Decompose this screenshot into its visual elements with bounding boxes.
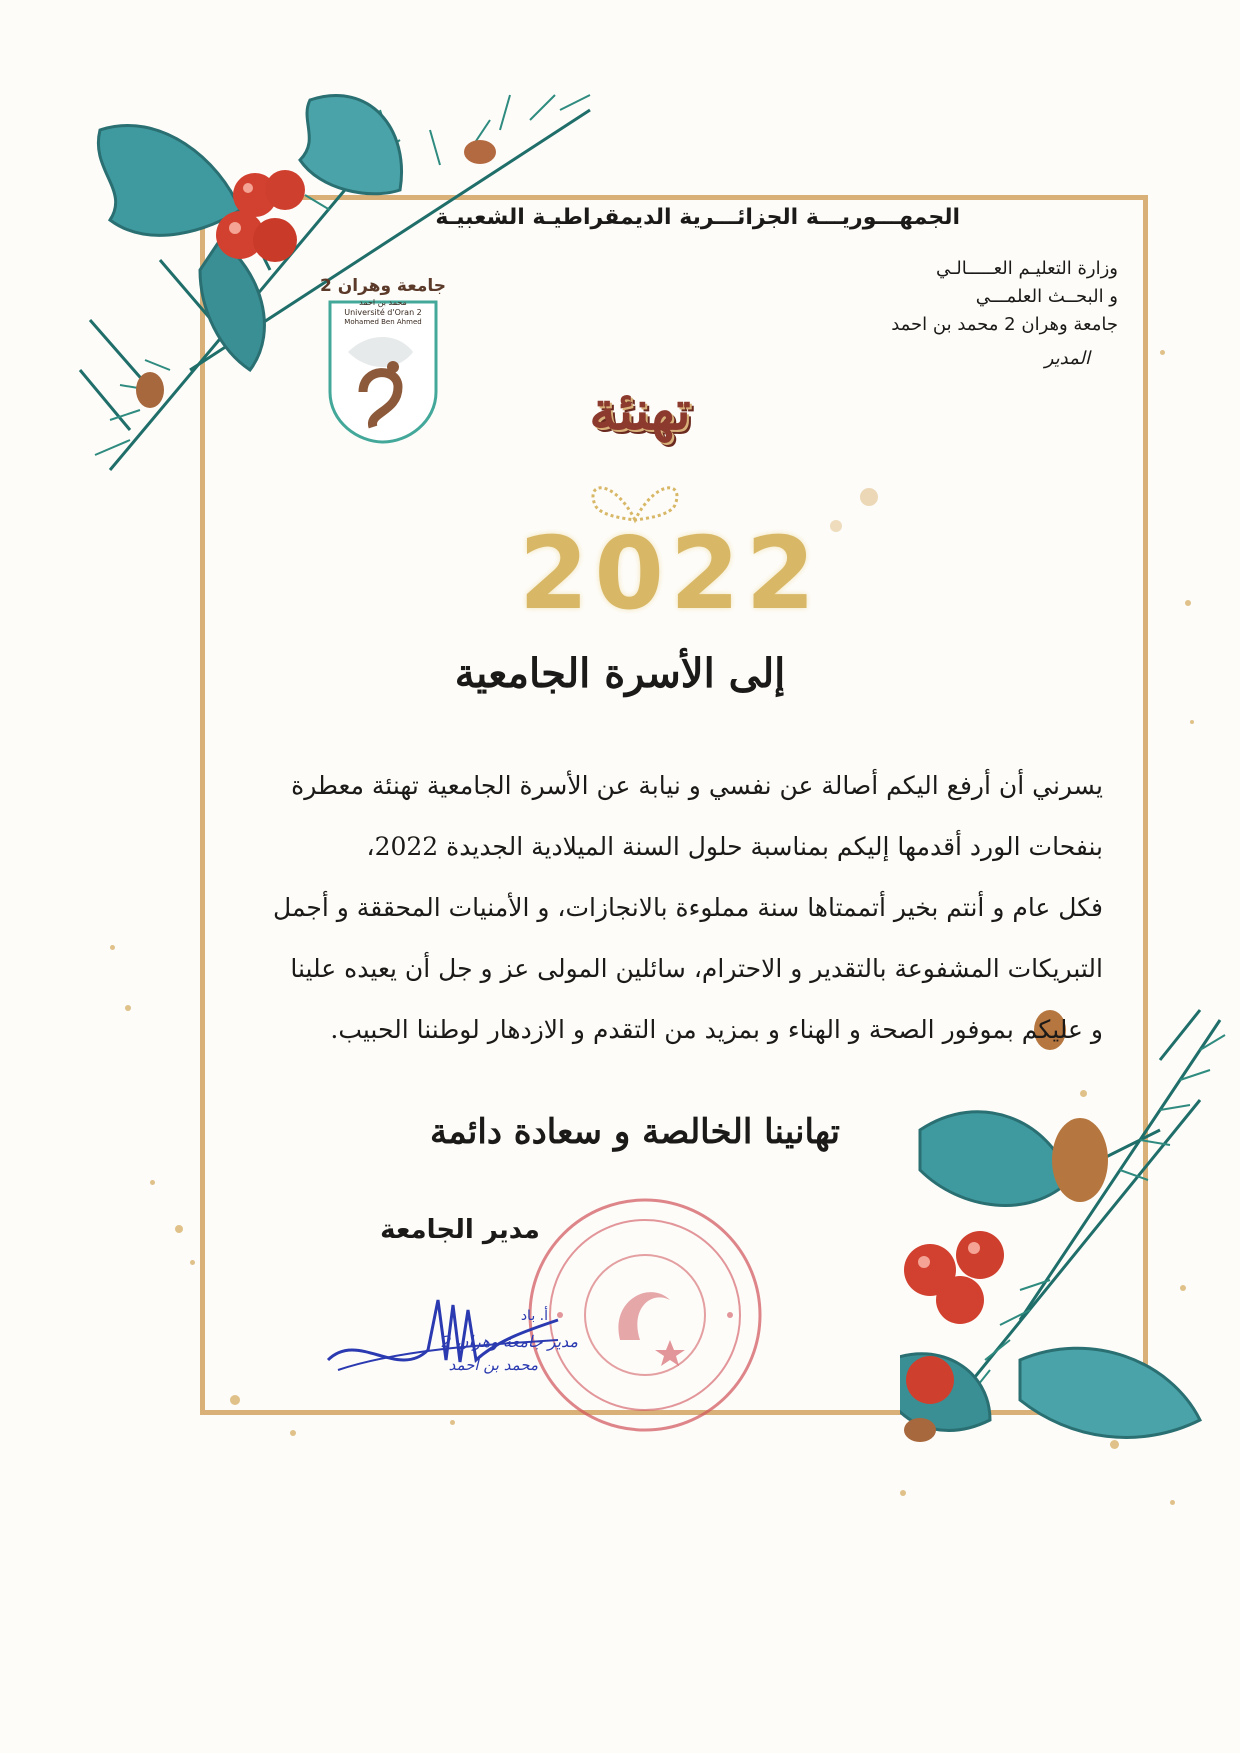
ministry-block	[698, 255, 1118, 373]
letter-line: فكل عام و أنتم بخير أتممتاها سنة مملوءة بالانجازات، و الأمنيات المحققة و أجمل	[273, 893, 1103, 922]
greeting-title: تهنئة	[589, 378, 691, 442]
ministry-name: وزارة التعليـم العـــــالـي	[936, 258, 1118, 279]
ministry-research: و البحــث العلمـــي	[975, 286, 1118, 307]
holly-decoration-bottom-right	[900, 1000, 1240, 1500]
letter-line: يسرني أن أرفع اليكم أصالة عن نفسي و نيابة عن الأسرة الجامعية تهنئة معطرة	[291, 771, 1103, 800]
logo-name: جامعة وهران 2	[319, 276, 446, 296]
signature-name: أ. باد	[520, 1308, 548, 1324]
university-logo	[318, 272, 448, 447]
director-label: المدير	[1044, 348, 1090, 369]
letter-line: التبريكات المشفوعة بالتقدير و الاحترام، سائلين المولى عز و جل أن يعيده علينا	[290, 954, 1103, 983]
handwritten-signature	[318, 1290, 578, 1400]
republic-title: الجمهـــوريـــة الجزائـــرية الديمقراطيـة الشعبيـة	[435, 205, 960, 230]
letter-line: بنفحات الورد أقدمها إليكم بمناسبة حلول السنة الميلادية الجديدة 2022،	[366, 832, 1103, 861]
closing-wishes: تهانينا الخالصة و سعادة دائمة	[430, 1112, 840, 1152]
signatory-title: مدير الجامعة	[380, 1215, 540, 1245]
letter-heading: إلى الأسرة الجامعية	[454, 650, 786, 697]
greeting-year: 2022	[518, 515, 822, 632]
signature-role: مدير جامعة وهران 2	[441, 1332, 578, 1351]
letter-line: و عليكم بموفور الصحة و الهناء و بمزيد من التقدم و الازدهار لوطننا الحبيب.	[330, 1015, 1103, 1044]
logo-subtitle-ar: محمد بن احمد	[359, 298, 407, 307]
logo-subtitle-fr2: Mohamed Ben Ahmed	[344, 318, 422, 326]
letter-body	[223, 755, 1103, 1060]
signature-university: محمد بن احمد	[448, 1356, 538, 1374]
logo-subtitle-fr: Université d'Oran 2	[344, 308, 422, 317]
university-name: جامعة وهران 2 محمد بن احمد	[891, 314, 1118, 335]
